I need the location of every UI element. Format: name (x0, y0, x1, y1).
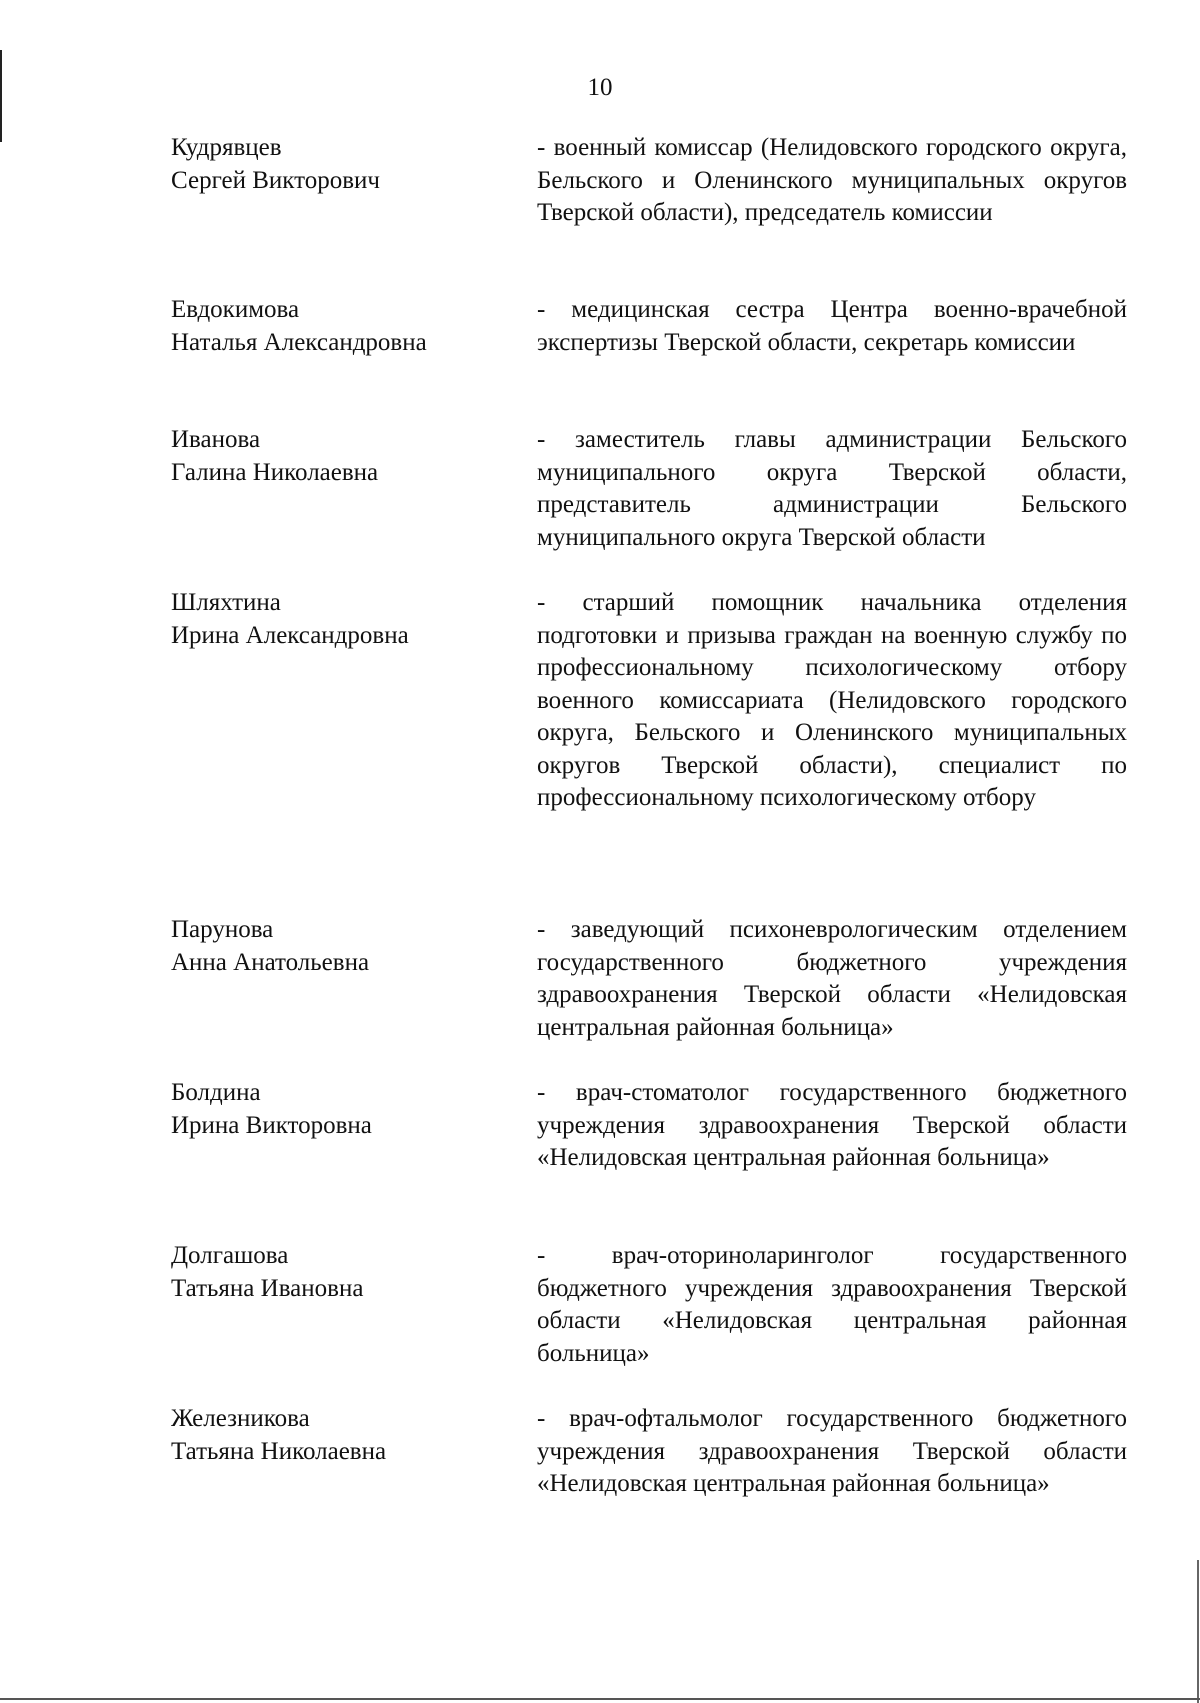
page-number: 10 (587, 74, 613, 101)
member-position: - медицинская сестра Центра военно-врачебной экспертизы Тверской области, секретарь комиссии (537, 296, 1127, 356)
member-name (171, 424, 501, 489)
member-given-names: Татьяна Ивановна (171, 1274, 364, 1302)
member-position: - врач-оториноларинголог государственного бюджетного учреждения здравоохранения Тверской области «Нелидовская центральная районная больница» (537, 1242, 1127, 1367)
member-surname: Евдокимова (171, 296, 300, 323)
member-given-names: Татьяна Николаевна (171, 1437, 387, 1465)
member-given-names: Наталья Александровна (171, 328, 427, 356)
member-position: - заведующий психоневрологическим отделением государственного бюджетного учреждения здравоохранения Тверской области «Нелидовская центральная районная больница» (537, 916, 1127, 1041)
member-surname: Парунова (171, 916, 274, 943)
member-name (171, 132, 501, 197)
member-surname: Болдина (171, 1079, 261, 1106)
member-position: - военный комиссар (Нелидовского городского округа, Бельского и Оленинского муниципальных округов Тверской области), председатель комиссии (537, 134, 1127, 226)
member-name (171, 294, 501, 359)
member-given-names: Сергей Викторович (171, 166, 380, 194)
member-given-names: Галина Николаевна (171, 458, 379, 486)
member-name (171, 1240, 501, 1305)
member-name (171, 1403, 501, 1468)
member-name (171, 1077, 501, 1142)
member-given-names: Ирина Александровна (171, 621, 409, 649)
member-given-names: Ирина Викторовна (171, 1111, 372, 1139)
member-position: - врач-офтальмолог государственного бюджетного учреждения здравоохранения Тверской области «Нелидовская центральная районная больница» (537, 1405, 1127, 1497)
member-surname: Шляхтина (171, 589, 281, 616)
member-position: - заместитель главы администрации Бельского муниципального округа Тверской области, представитель администрации Бельского муниципального округа Тверской области (537, 426, 1127, 551)
member-surname: Долгашова (171, 1242, 289, 1269)
member-surname: Железникова (171, 1405, 310, 1432)
member-surname: Иванова (171, 426, 261, 453)
member-name (171, 587, 501, 652)
scan-edge-right (1197, 1560, 1199, 1703)
member-surname: Кудрявцев (171, 134, 282, 161)
scan-edge-bottom (0, 1698, 1200, 1700)
member-position: - врач-стоматолог государственного бюджетного учреждения здравоохранения Тверской области «Нелидовская центральная районная больница» (537, 1079, 1127, 1171)
member-given-names: Анна Анатольевна (171, 948, 370, 976)
member-position: - старший помощник начальника отделения подготовки и призыва граждан на военную службу по профессиональному психологическому отбору военного комиссариата (Нелидовского городского округа, Бельского и Оленинского муниципальных округов Тверской области), специалист по профессиональному психологическому отбору (537, 589, 1127, 811)
member-name (171, 914, 501, 979)
